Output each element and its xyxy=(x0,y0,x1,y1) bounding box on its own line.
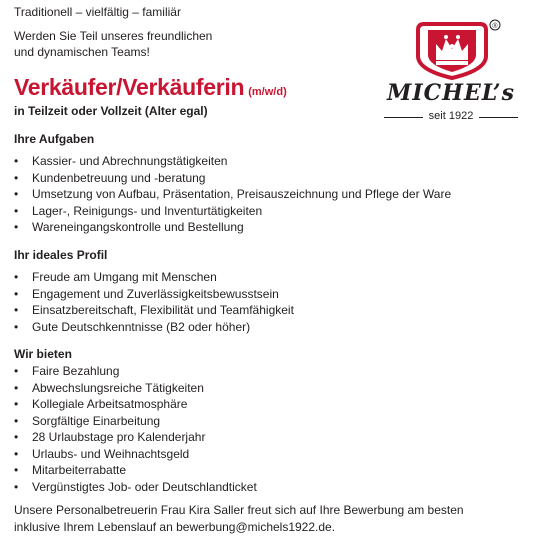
section-bieten xyxy=(14,346,534,495)
job-title: Verkäufer/Verkäuferin xyxy=(14,74,245,100)
list-item: • Freude am Umgang mit Menschen xyxy=(14,269,534,286)
section-profil xyxy=(14,247,534,335)
section-heading: Wir bieten xyxy=(14,347,72,361)
list-item: • Abwechslungsreiche Tätigkeiten xyxy=(14,380,534,397)
list-item: • Sorgfältige Einarbeitung xyxy=(14,413,534,430)
list-item: • Umsetzung von Aufbau, Präsentation, Preisauszeichnung und Pflege der Ware xyxy=(14,186,534,203)
list-item: • 28 Urlaubstage pro Kalenderjahr xyxy=(14,429,534,446)
gender-note: (m/w/d) xyxy=(248,86,287,98)
profil-list xyxy=(14,269,534,335)
section-heading: Ihre Aufgaben xyxy=(14,132,95,146)
job-headline xyxy=(14,74,287,101)
list-item: • Kassier- und Abrechnungstätigkeiten xyxy=(14,153,534,170)
invite-line-1: Werden Sie Teil unseres freundlichen xyxy=(14,29,213,43)
closing-text xyxy=(14,502,538,536)
registered-mark: ® xyxy=(492,23,498,30)
bieten-list xyxy=(14,363,534,495)
list-item: • Mitarbeiterrabatte xyxy=(14,462,534,479)
aufgaben-list xyxy=(14,153,534,236)
section-aufgaben xyxy=(14,131,534,236)
list-item: • Vergünstigtes Job- oder Deutschlandticket xyxy=(14,479,534,496)
closing-line-1: Unsere Personalbetreuerin Frau Kira Saller freut sich auf Ihre Bewerbung am besten xyxy=(14,503,464,517)
company-logo xyxy=(376,18,526,126)
tagline: Traditionell – vielfältig – familiär xyxy=(14,5,181,19)
list-item: • Gute Deutschkenntnisse (B2 oder höher) xyxy=(14,319,534,336)
job-subtitle: in Teilzeit oder Vollzeit (Alter egal) xyxy=(14,104,208,118)
brand-name: MICHEL’s xyxy=(387,80,515,106)
list-item: • Engagement und Zuverlässigkeitsbewusstsein xyxy=(14,286,534,303)
intro xyxy=(14,4,334,60)
list-item: • Einsatzbereitschaft, Flexibilität und Teamfähigkeit xyxy=(14,302,534,319)
list-item: • Kollegiale Arbeitsatmosphäre xyxy=(14,396,534,413)
list-item: • Wareneingangskontrolle und Bestellung xyxy=(14,219,534,236)
list-item: • Lager-, Reinigungs- und Inventurtätigkeiten xyxy=(14,203,534,220)
list-item: • Urlaubs- und Weihnachtsgeld xyxy=(14,446,534,463)
invite-line-2: und dynamischen Teams! xyxy=(14,45,150,59)
since-line xyxy=(376,110,526,122)
list-item: • Kundenbetreuung und -beratung xyxy=(14,170,534,187)
crown-shield-icon xyxy=(376,18,526,80)
since-text: seit 1922 xyxy=(423,110,480,122)
section-heading: Ihr ideales Profil xyxy=(14,248,108,262)
closing-line-2: inklusive Ihrem Lebenslauf an bewerbung@michels1922.de. xyxy=(14,520,336,534)
list-item: • Faire Bezahlung xyxy=(14,363,534,380)
